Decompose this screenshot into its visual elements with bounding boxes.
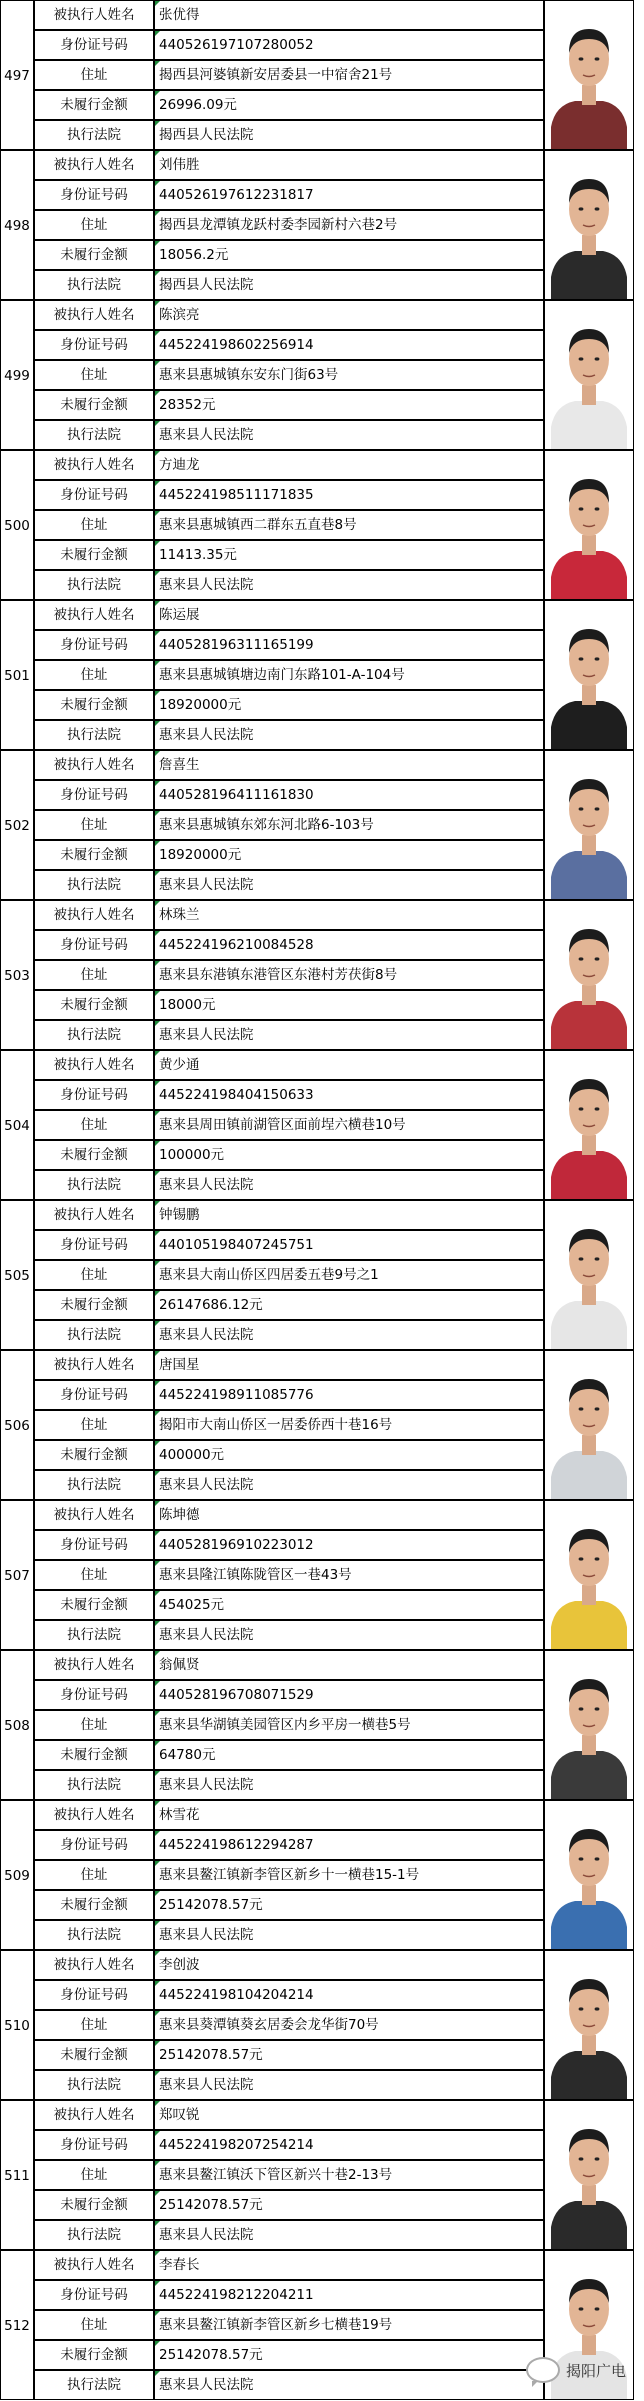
record bbox=[0, 1950, 634, 2100]
label-address: 住址 bbox=[34, 660, 154, 690]
value-amount: 25142078.57元 bbox=[154, 2040, 544, 2070]
label-address: 住址 bbox=[34, 2160, 154, 2190]
record bbox=[0, 1650, 634, 1800]
value-address: 惠来县惠城镇塘边南门东路101-A-104号 bbox=[154, 660, 544, 690]
value-address: 惠来县惠城镇西二群东五直巷8号 bbox=[154, 510, 544, 540]
label-id: 身份证号码 bbox=[34, 780, 154, 810]
value-id: 440528196411161830 bbox=[154, 780, 544, 810]
value-id: 440526197107280052 bbox=[154, 30, 544, 60]
value-amount: 25142078.57元 bbox=[154, 2190, 544, 2220]
label-amount: 未履行金额 bbox=[34, 990, 154, 1020]
record bbox=[0, 300, 634, 450]
value-court: 惠来县人民法院 bbox=[154, 1020, 544, 1050]
label-address: 住址 bbox=[34, 1860, 154, 1890]
record-number: 506 bbox=[0, 1350, 34, 1500]
label-address: 住址 bbox=[34, 1710, 154, 1740]
label-amount: 未履行金额 bbox=[34, 1590, 154, 1620]
label-id: 身份证号码 bbox=[34, 30, 154, 60]
value-id: 445224198212204211 bbox=[154, 2280, 544, 2310]
label-amount: 未履行金额 bbox=[34, 2340, 154, 2370]
label-name: 被执行人姓名 bbox=[34, 600, 154, 630]
label-name: 被执行人姓名 bbox=[34, 1500, 154, 1530]
value-name: 张优得 bbox=[154, 0, 544, 30]
wechat-icon bbox=[526, 2357, 560, 2383]
value-id: 445224198207254214 bbox=[154, 2130, 544, 2160]
value-id: 440528196910223012 bbox=[154, 1530, 544, 1560]
value-court: 惠来县人民法院 bbox=[154, 420, 544, 450]
label-id: 身份证号码 bbox=[34, 2280, 154, 2310]
value-id: 445224198104204214 bbox=[154, 1980, 544, 2010]
label-court: 执行法院 bbox=[34, 2070, 154, 2100]
label-court: 执行法院 bbox=[34, 1770, 154, 1800]
label-amount: 未履行金额 bbox=[34, 840, 154, 870]
value-address: 惠来县惠城镇东安东门街63号 bbox=[154, 360, 544, 390]
value-address: 惠来县惠城镇东郊东河北路6-103号 bbox=[154, 810, 544, 840]
record-number: 497 bbox=[0, 0, 34, 150]
value-name: 黄少通 bbox=[154, 1050, 544, 1080]
portrait-photo bbox=[544, 450, 634, 600]
record-number: 507 bbox=[0, 1500, 34, 1650]
value-address: 惠来县鳌江镇新李管区新乡十一横巷15-1号 bbox=[154, 1860, 544, 1890]
value-court: 揭西县人民法院 bbox=[154, 270, 544, 300]
value-id: 445224198612294287 bbox=[154, 1830, 544, 1860]
record-number: 499 bbox=[0, 300, 34, 450]
value-name: 郑叹锐 bbox=[154, 2100, 544, 2130]
label-name: 被执行人姓名 bbox=[34, 1350, 154, 1380]
value-address: 惠来县大南山侨区四居委五巷9号之1 bbox=[154, 1260, 544, 1290]
value-address: 惠来县鳌江镇沃下管区新兴十巷2-13号 bbox=[154, 2160, 544, 2190]
portrait-photo bbox=[544, 1050, 634, 1200]
record bbox=[0, 1050, 634, 1200]
value-address: 惠来县鳌江镇新李管区新乡七横巷19号 bbox=[154, 2310, 544, 2340]
value-name: 陈坤德 bbox=[154, 1500, 544, 1530]
value-court: 惠来县人民法院 bbox=[154, 870, 544, 900]
label-amount: 未履行金额 bbox=[34, 90, 154, 120]
label-name: 被执行人姓名 bbox=[34, 750, 154, 780]
value-amount: 11413.35元 bbox=[154, 540, 544, 570]
label-court: 执行法院 bbox=[34, 270, 154, 300]
value-name: 李春长 bbox=[154, 2250, 544, 2280]
label-court: 执行法院 bbox=[34, 1020, 154, 1050]
portrait-photo bbox=[544, 0, 634, 150]
value-id: 445224196210084528 bbox=[154, 930, 544, 960]
portrait-photo bbox=[544, 900, 634, 1050]
label-name: 被执行人姓名 bbox=[34, 2100, 154, 2130]
record bbox=[0, 150, 634, 300]
label-name: 被执行人姓名 bbox=[34, 900, 154, 930]
portrait-photo bbox=[544, 1200, 634, 1350]
value-court: 惠来县人民法院 bbox=[154, 1770, 544, 1800]
watermark-text: 揭阳广电 bbox=[565, 2361, 626, 2380]
portrait-photo bbox=[544, 2100, 634, 2250]
value-amount: 26147686.12元 bbox=[154, 1290, 544, 1320]
label-id: 身份证号码 bbox=[34, 180, 154, 210]
label-name: 被执行人姓名 bbox=[34, 1050, 154, 1080]
value-name: 钟锡鹏 bbox=[154, 1200, 544, 1230]
record-number: 511 bbox=[0, 2100, 34, 2250]
value-name: 李创波 bbox=[154, 1950, 544, 1980]
value-amount: 100000元 bbox=[154, 1140, 544, 1170]
record bbox=[0, 750, 634, 900]
label-court: 执行法院 bbox=[34, 1620, 154, 1650]
label-address: 住址 bbox=[34, 1410, 154, 1440]
value-id: 440526197612231817 bbox=[154, 180, 544, 210]
label-id: 身份证号码 bbox=[34, 1230, 154, 1260]
label-name: 被执行人姓名 bbox=[34, 0, 154, 30]
label-id: 身份证号码 bbox=[34, 930, 154, 960]
value-address: 惠来县周田镇前湖管区面前埕六横巷10号 bbox=[154, 1110, 544, 1140]
value-court: 惠来县人民法院 bbox=[154, 2220, 544, 2250]
label-court: 执行法院 bbox=[34, 1920, 154, 1950]
label-name: 被执行人姓名 bbox=[34, 300, 154, 330]
record bbox=[0, 1200, 634, 1350]
record-number: 502 bbox=[0, 750, 34, 900]
value-name: 翁佩贤 bbox=[154, 1650, 544, 1680]
value-court: 惠来县人民法院 bbox=[154, 570, 544, 600]
record-number: 512 bbox=[0, 2250, 34, 2400]
value-id: 445224198511171835 bbox=[154, 480, 544, 510]
value-address: 惠来县隆江镇陈陇管区一巷43号 bbox=[154, 1560, 544, 1590]
value-name: 詹喜生 bbox=[154, 750, 544, 780]
label-id: 身份证号码 bbox=[34, 330, 154, 360]
label-amount: 未履行金额 bbox=[34, 2040, 154, 2070]
label-court: 执行法院 bbox=[34, 120, 154, 150]
label-address: 住址 bbox=[34, 2010, 154, 2040]
record-number: 509 bbox=[0, 1800, 34, 1950]
record-number: 500 bbox=[0, 450, 34, 600]
portrait-photo bbox=[544, 1500, 634, 1650]
label-id: 身份证号码 bbox=[34, 630, 154, 660]
label-court: 执行法院 bbox=[34, 1470, 154, 1500]
value-court: 惠来县人民法院 bbox=[154, 720, 544, 750]
label-name: 被执行人姓名 bbox=[34, 150, 154, 180]
label-id: 身份证号码 bbox=[34, 1680, 154, 1710]
label-id: 身份证号码 bbox=[34, 1530, 154, 1560]
record bbox=[0, 2100, 634, 2250]
label-amount: 未履行金额 bbox=[34, 1890, 154, 1920]
label-amount: 未履行金额 bbox=[34, 240, 154, 270]
value-address: 惠来县华湖镇美园管区内乡平房一横巷5号 bbox=[154, 1710, 544, 1740]
label-address: 住址 bbox=[34, 1560, 154, 1590]
label-amount: 未履行金额 bbox=[34, 1140, 154, 1170]
value-court: 惠来县人民法院 bbox=[154, 1320, 544, 1350]
portrait-photo bbox=[544, 1350, 634, 1500]
label-address: 住址 bbox=[34, 360, 154, 390]
label-address: 住址 bbox=[34, 810, 154, 840]
value-id: 440105198407245751 bbox=[154, 1230, 544, 1260]
value-amount: 26996.09元 bbox=[154, 90, 544, 120]
portrait-photo bbox=[544, 600, 634, 750]
value-id: 440528196311165199 bbox=[154, 630, 544, 660]
value-id: 445224198404150633 bbox=[154, 1080, 544, 1110]
label-amount: 未履行金额 bbox=[34, 690, 154, 720]
label-amount: 未履行金额 bbox=[34, 390, 154, 420]
value-address: 揭阳市大南山侨区一居委侨西十巷16号 bbox=[154, 1410, 544, 1440]
portrait-photo bbox=[544, 1950, 634, 2100]
value-amount: 400000元 bbox=[154, 1440, 544, 1470]
record-number: 504 bbox=[0, 1050, 34, 1200]
label-id: 身份证号码 bbox=[34, 480, 154, 510]
watermark bbox=[526, 2350, 626, 2390]
label-court: 执行法院 bbox=[34, 1170, 154, 1200]
value-amount: 18056.2元 bbox=[154, 240, 544, 270]
label-address: 住址 bbox=[34, 2310, 154, 2340]
value-court: 惠来县人民法院 bbox=[154, 2070, 544, 2100]
record bbox=[0, 0, 634, 150]
value-amount: 64780元 bbox=[154, 1740, 544, 1770]
label-name: 被执行人姓名 bbox=[34, 1650, 154, 1680]
label-court: 执行法院 bbox=[34, 1320, 154, 1350]
label-name: 被执行人姓名 bbox=[34, 1800, 154, 1830]
value-court: 惠来县人民法院 bbox=[154, 2370, 544, 2400]
value-name: 刘伟胜 bbox=[154, 150, 544, 180]
value-court: 惠来县人民法院 bbox=[154, 1170, 544, 1200]
label-address: 住址 bbox=[34, 60, 154, 90]
value-name: 陈运展 bbox=[154, 600, 544, 630]
value-court: 惠来县人民法院 bbox=[154, 1620, 544, 1650]
value-amount: 25142078.57元 bbox=[154, 2340, 544, 2370]
value-court: 惠来县人民法院 bbox=[154, 1920, 544, 1950]
label-amount: 未履行金额 bbox=[34, 1740, 154, 1770]
portrait-photo bbox=[544, 1650, 634, 1800]
value-amount: 28352元 bbox=[154, 390, 544, 420]
value-court: 惠来县人民法院 bbox=[154, 1470, 544, 1500]
label-court: 执行法院 bbox=[34, 720, 154, 750]
record bbox=[0, 1500, 634, 1650]
record-number: 508 bbox=[0, 1650, 34, 1800]
label-address: 住址 bbox=[34, 960, 154, 990]
value-amount: 18920000元 bbox=[154, 840, 544, 870]
record bbox=[0, 450, 634, 600]
value-amount: 25142078.57元 bbox=[154, 1890, 544, 1920]
label-court: 执行法院 bbox=[34, 420, 154, 450]
value-address: 揭西县龙潭镇龙跃村委李园新村六巷2号 bbox=[154, 210, 544, 240]
value-name: 陈滨亮 bbox=[154, 300, 544, 330]
value-amount: 18000元 bbox=[154, 990, 544, 1020]
record-number: 505 bbox=[0, 1200, 34, 1350]
value-amount: 454025元 bbox=[154, 1590, 544, 1620]
label-name: 被执行人姓名 bbox=[34, 2250, 154, 2280]
record bbox=[0, 1350, 634, 1500]
label-id: 身份证号码 bbox=[34, 1080, 154, 1110]
label-amount: 未履行金额 bbox=[34, 1440, 154, 1470]
portrait-photo bbox=[544, 750, 634, 900]
label-address: 住址 bbox=[34, 210, 154, 240]
record bbox=[0, 600, 634, 750]
label-name: 被执行人姓名 bbox=[34, 1950, 154, 1980]
value-name: 林雪花 bbox=[154, 1800, 544, 1830]
label-amount: 未履行金额 bbox=[34, 2190, 154, 2220]
label-address: 住址 bbox=[34, 510, 154, 540]
record-number: 510 bbox=[0, 1950, 34, 2100]
value-id: 445224198911085776 bbox=[154, 1380, 544, 1410]
record bbox=[0, 900, 634, 1050]
value-address: 惠来县东港镇东港管区东港村芳茯街8号 bbox=[154, 960, 544, 990]
record-number: 498 bbox=[0, 150, 34, 300]
label-court: 执行法院 bbox=[34, 870, 154, 900]
label-amount: 未履行金额 bbox=[34, 540, 154, 570]
label-id: 身份证号码 bbox=[34, 1380, 154, 1410]
value-address: 揭西县河婆镇新安居委县一中宿舍21号 bbox=[154, 60, 544, 90]
label-id: 身份证号码 bbox=[34, 1830, 154, 1860]
portrait-photo bbox=[544, 300, 634, 450]
record-number: 503 bbox=[0, 900, 34, 1050]
label-name: 被执行人姓名 bbox=[34, 450, 154, 480]
value-court: 揭西县人民法院 bbox=[154, 120, 544, 150]
value-id: 445224198602256914 bbox=[154, 330, 544, 360]
portrait-photo bbox=[544, 150, 634, 300]
label-address: 住址 bbox=[34, 1110, 154, 1140]
label-address: 住址 bbox=[34, 1260, 154, 1290]
record-number: 501 bbox=[0, 600, 34, 750]
value-id: 440528196708071529 bbox=[154, 1680, 544, 1710]
label-id: 身份证号码 bbox=[34, 1980, 154, 2010]
value-name: 方迪龙 bbox=[154, 450, 544, 480]
value-amount: 18920000元 bbox=[154, 690, 544, 720]
value-name: 唐国星 bbox=[154, 1350, 544, 1380]
label-court: 执行法院 bbox=[34, 2220, 154, 2250]
portrait-photo bbox=[544, 1800, 634, 1950]
label-court: 执行法院 bbox=[34, 570, 154, 600]
label-name: 被执行人姓名 bbox=[34, 1200, 154, 1230]
label-court: 执行法院 bbox=[34, 2370, 154, 2400]
value-address: 惠来县葵潭镇葵玄居委会龙华街70号 bbox=[154, 2010, 544, 2040]
label-id: 身份证号码 bbox=[34, 2130, 154, 2160]
value-name: 林珠兰 bbox=[154, 900, 544, 930]
record bbox=[0, 1800, 634, 1950]
label-amount: 未履行金额 bbox=[34, 1290, 154, 1320]
